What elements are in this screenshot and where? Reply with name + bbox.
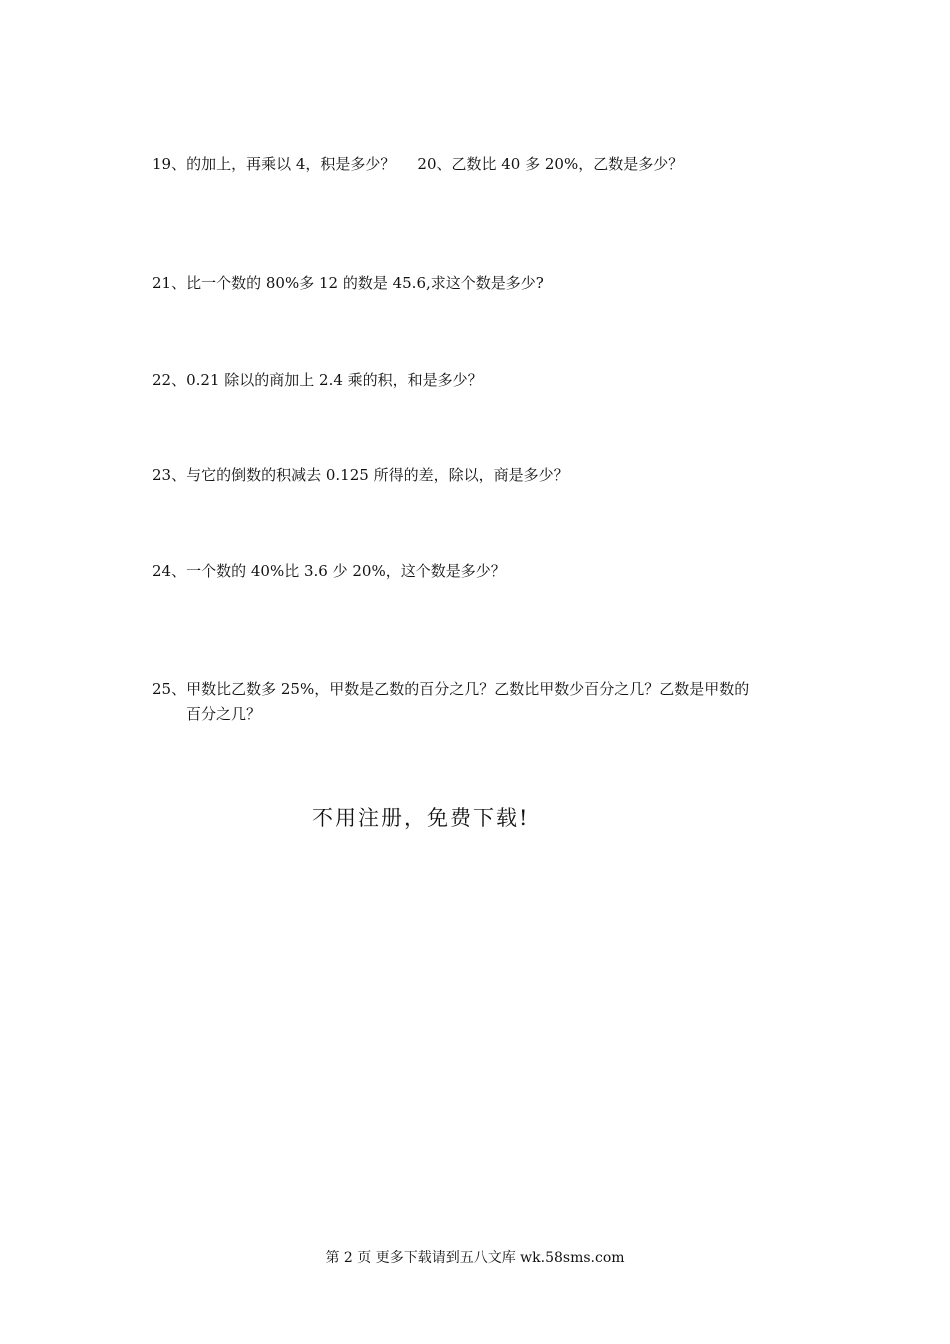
promo-text: 不用注册，免费下载! (312, 806, 530, 830)
question-25-line-2: 百分之几？ (186, 705, 262, 723)
question-22: 22、0.21 除以的商加上 2.4 乘的积，和是多少？ (152, 371, 483, 389)
question-25 (152, 677, 832, 727)
question-19: 19、的加上，再乘以 4，积是多少？ (152, 155, 396, 173)
question-21: 21、比一个数的 80%多 12 的数是 45.6,求这个数是多少? (152, 274, 544, 292)
page-footer: 第 2 页 更多下载请到五八文库 wk.58sms.com (325, 1250, 625, 1266)
question-row-19-20 (152, 152, 683, 176)
question-23: 23、与它的倒数的积减去 0.125 所得的差，除以，商是多少？ (152, 466, 569, 484)
question-20: 20、乙数比 40 多 20%，乙数是多少？ (417, 155, 684, 173)
question-25-line-1: 25、甲数比乙数多 25%，甲数是乙数的百分之几？乙数比甲数少百分之几？乙数是甲数的 (152, 680, 750, 698)
question-24: 24、一个数的 40%比 3.6 少 20%，这个数是多少？ (152, 562, 506, 580)
